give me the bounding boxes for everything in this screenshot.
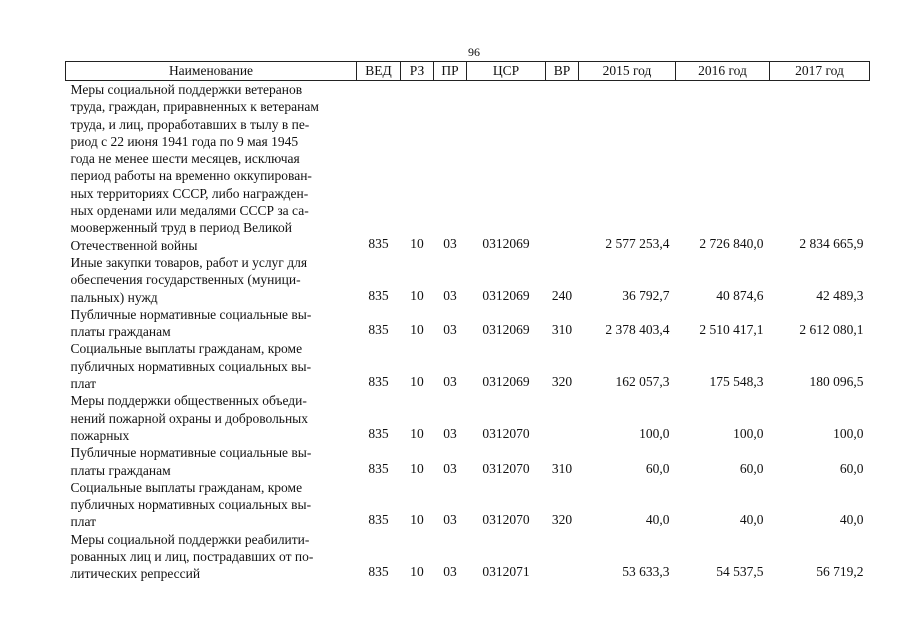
vr-cell: 310 [551, 322, 573, 338]
item-name-line: Меры социальной поддержки ветеранов [70, 82, 303, 97]
vr-cell: 240 [551, 287, 573, 303]
csr-cell: 0312069 [482, 235, 530, 251]
vr-cell: 320 [551, 374, 573, 390]
table-header-row [66, 62, 870, 81]
header-2017: 2017 год [770, 62, 870, 81]
item-name-line: Отечественной войны [70, 237, 198, 253]
pr-cell: 03 [443, 322, 457, 338]
page-number: 96 [468, 45, 480, 59]
amount-2017-cell: 100,0 [833, 425, 864, 441]
rz-cell: 10 [410, 235, 424, 251]
item-name-line: плат [70, 376, 97, 392]
header-csr: ЦСР [467, 62, 546, 81]
item-name-line: платы гражданам [70, 462, 171, 478]
rz-cell: 10 [410, 322, 424, 338]
table-row [66, 340, 870, 392]
csr-cell: 0312071 [482, 564, 530, 580]
csr-cell: 0312069 [482, 322, 530, 338]
header-rz: РЗ [401, 62, 434, 81]
rz-cell: 10 [410, 287, 424, 303]
item-name-cell [66, 340, 357, 392]
table-row [66, 254, 870, 306]
rz-cell: 10 [410, 512, 424, 528]
header-vr: ВР [546, 62, 579, 81]
pr-cell: 03 [443, 235, 457, 251]
pr-cell: 03 [443, 512, 457, 528]
csr-cell: 0312070 [482, 425, 530, 441]
amount-2016-cell: 100,0 [733, 425, 764, 441]
pr-cell: 03 [443, 287, 457, 303]
item-name-cell [66, 306, 357, 341]
item-name-line: обеспечения государственных (муници- [70, 272, 301, 288]
amount-2015-cell: 100,0 [639, 425, 670, 441]
amount-2017-cell: 180 096,5 [809, 374, 864, 390]
item-name-line: ных территориях СССР, либо награжден- [70, 185, 309, 201]
amount-2017-cell: 40,0 [839, 512, 864, 528]
ved-cell: 835 [368, 460, 389, 476]
item-name-line: Иные закупки товаров, работ и услуг для [70, 254, 308, 270]
pr-cell: 03 [443, 460, 457, 476]
amount-2017-cell: 56 719,2 [816, 564, 864, 580]
table-row [66, 479, 870, 531]
item-name-line: рованных лиц и лиц, пострадавших от по- [70, 549, 314, 565]
rz-cell: 10 [410, 425, 424, 441]
item-name-line: период работы на временно оккупирован- [70, 168, 312, 184]
amount-2015-cell: 36 792,7 [622, 287, 670, 303]
table-row [66, 531, 870, 583]
vr-cell: 310 [551, 460, 573, 476]
item-name-line: труда, граждан, приравненных к ветеранам [70, 99, 319, 115]
amount-2015-cell: 53 633,3 [622, 564, 670, 580]
item-name-cell [66, 531, 357, 583]
table-body [66, 81, 870, 583]
item-name-cell [66, 254, 357, 306]
rz-cell: 10 [410, 374, 424, 390]
amount-2016-cell: 54 537,5 [716, 564, 764, 580]
amount-2016-cell: 40,0 [739, 512, 764, 528]
ved-cell: 835 [368, 374, 389, 390]
amount-2016-cell: 2 510 417,1 [699, 322, 764, 338]
amount-2015-cell: 162 057,3 [615, 374, 670, 390]
item-name-line: Меры социальной поддержки реабилити- [70, 531, 310, 547]
item-name-line: платы гражданам [70, 324, 171, 340]
item-name-line: пальных) нужд [70, 289, 158, 305]
header-ved: ВЕД [357, 62, 401, 81]
amount-2017-cell: 2 834 665,9 [799, 235, 864, 251]
item-name-line: Публичные нормативные социальные вы- [70, 445, 312, 461]
amount-2017-cell: 60,0 [839, 460, 864, 476]
pr-cell: 03 [443, 374, 457, 390]
item-name-line: публичных нормативных социальных вы- [70, 358, 312, 374]
csr-cell: 0312070 [482, 460, 530, 476]
pr-cell: 03 [443, 425, 457, 441]
item-name-line: литических репрессий [70, 566, 201, 582]
item-name-line: риод с 22 июня 1941 года по 9 мая 1945 [70, 133, 299, 149]
header-2016: 2016 год [676, 62, 770, 81]
item-name-line: года не менее шести месяцев, исключая [70, 151, 300, 167]
amount-2015-cell: 60,0 [645, 460, 670, 476]
csr-cell: 0312069 [482, 374, 530, 390]
vr-cell [546, 81, 579, 254]
amount-2016-cell: 40 874,6 [716, 287, 764, 303]
ved-cell: 835 [368, 322, 389, 338]
amount-2017-cell: 42 489,3 [816, 287, 864, 303]
table-row [66, 306, 870, 341]
header-pr: ПР [434, 62, 467, 81]
item-name-cell [66, 444, 357, 479]
vr-cell: 320 [551, 512, 573, 528]
rz-cell: 10 [410, 460, 424, 476]
ved-cell: 835 [368, 564, 389, 580]
vr-cell [546, 392, 579, 444]
table-row [66, 444, 870, 479]
amount-2015-cell: 40,0 [645, 512, 670, 528]
rz-cell: 10 [410, 564, 424, 580]
header-name: Наименование [66, 62, 357, 81]
item-name-line: труда, и лиц, проработавших в тылу в пе- [70, 116, 310, 132]
header-2015: 2015 год [579, 62, 676, 81]
amount-2016-cell: 175 548,3 [709, 374, 764, 390]
amount-2017-cell: 2 612 080,1 [799, 322, 864, 338]
item-name-line: Социальные выплаты гражданам, кроме [70, 479, 303, 495]
item-name-line: мооверженный труд в период Великой [70, 220, 292, 236]
item-name-cell [66, 479, 357, 531]
amount-2015-cell: 2 378 403,4 [605, 322, 670, 338]
table-row [66, 392, 870, 444]
budget-table [65, 61, 870, 583]
item-name-line: плат [70, 514, 97, 530]
ved-cell: 835 [368, 512, 389, 528]
csr-cell: 0312070 [482, 512, 530, 528]
amount-2016-cell: 2 726 840,0 [699, 235, 764, 251]
ved-cell: 835 [368, 425, 389, 441]
item-name-line: нений пожарной охраны и добровольных [70, 410, 309, 426]
item-name-line: Публичные нормативные социальные вы- [70, 306, 312, 322]
amount-2015-cell: 2 577 253,4 [605, 235, 670, 251]
item-name-line: Социальные выплаты гражданам, кроме [70, 341, 303, 357]
vr-cell [546, 531, 579, 583]
pr-cell: 03 [443, 564, 457, 580]
amount-2016-cell: 60,0 [739, 460, 764, 476]
table-row [66, 81, 870, 254]
item-name-line: пожарных [70, 427, 130, 443]
item-name-line: Меры поддержки общественных объеди- [70, 393, 307, 409]
item-name-line: публичных нормативных социальных вы- [70, 497, 312, 513]
item-name-cell [66, 392, 357, 444]
csr-cell: 0312069 [482, 287, 530, 303]
item-name-cell [66, 81, 357, 254]
ved-cell: 835 [368, 287, 389, 303]
item-name-line: ных орденами или медалями СССР за са- [70, 203, 309, 219]
ved-cell: 835 [368, 235, 389, 251]
